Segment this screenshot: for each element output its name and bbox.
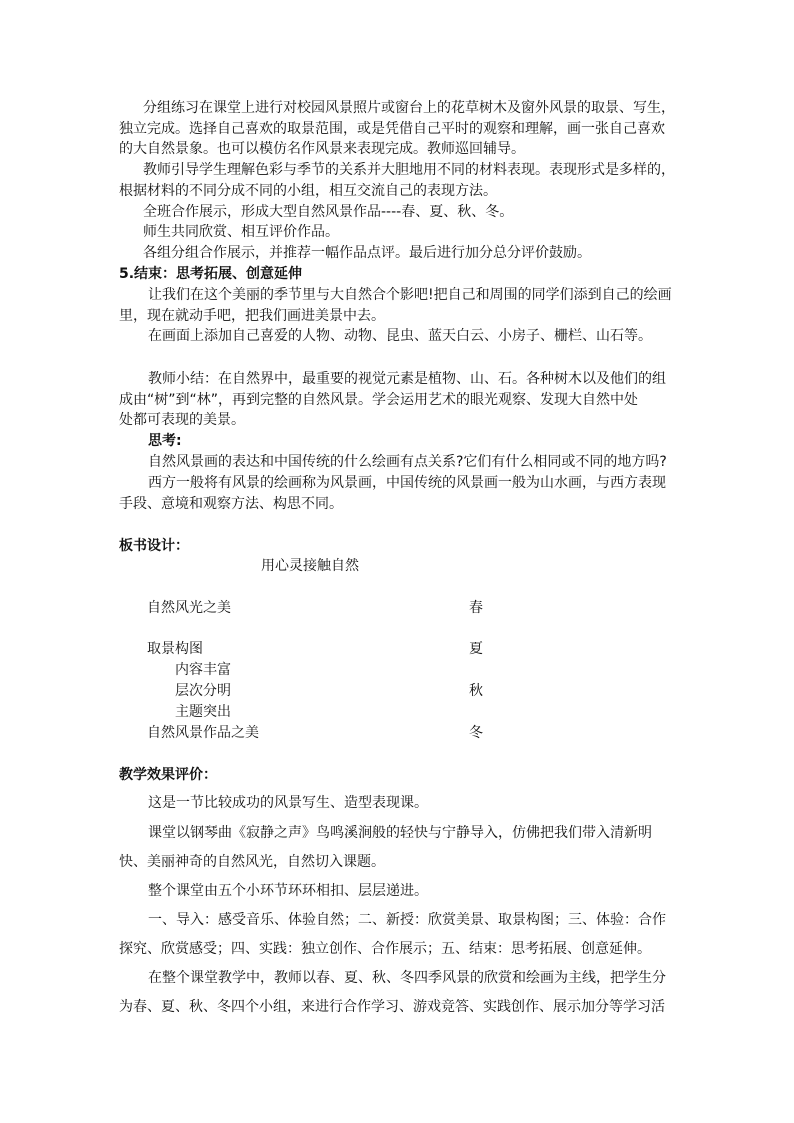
eval-line-7: 在整个课堂教学中，教师以春、夏、秋、冬四季风景的欣赏和绘画为主线，把学生分 (148, 970, 666, 986)
eval-line-1: 这是一节比较成功的风景写生、造型表现课。 (148, 795, 428, 811)
eval-line-2: 课堂以钢琴曲《寂静之声》鸟鸣溪涧般的轻快与宁静导入，仿佛把我们带入清新明 (148, 825, 652, 841)
board-right-summer: 夏 (469, 641, 483, 657)
para1-line-2: 独立完成。选择自己喜欢的取景范围，或是凭借自己平时的观察和理解，画一张自己喜欢 (119, 121, 665, 137)
heading-board-design: 板书设计： (119, 538, 189, 554)
para1-line-3: 的大自然景象。也可以模仿名作风景来表现完成。教师巡回辅导。 (119, 141, 525, 157)
line-group-show: 各组分组合作展示，并推荐一幅作品点评。最后进行加分总分评价鼓励。 (143, 245, 591, 261)
board-title: 用心灵接触自然 (261, 558, 359, 574)
heading-think: 思考: (148, 433, 182, 449)
eval-line-6: 探究、欣赏感受；四、实践：独立创作、合作展示；五、结束：思考拓展、创意延伸。 (119, 941, 651, 957)
board-left-6: 自然风景作品之美 (147, 725, 259, 741)
heading-teaching-evaluation: 教学效果评价： (119, 767, 217, 783)
line-question: 自然风景画的表达和中国传统的什么绘画有点关系?它们有什么相同或不同的地方吗? (148, 454, 667, 470)
line-appreciate: 师生共同欣赏、相互评价作品。 (143, 224, 339, 240)
board-left-2: 取景构图 (147, 641, 203, 657)
board-right-autumn: 秋 (469, 683, 483, 699)
heading-conclusion: 5.结束：思考拓展、创意延伸 (119, 266, 303, 282)
para3-line-2: 里，现在就动手吧，把我们画进美景中去。 (119, 308, 385, 324)
line-add-elements: 在画面上添加自己喜爱的人物、动物、昆虫、蓝天白云、小房子、栅栏、山石等。 (148, 328, 652, 344)
para2-line-2: 根据材料的不同分成不同的小组，相互交流自己的表现方法。 (119, 183, 497, 199)
para5-line-2: 手段、意境和观察方法、构思不同。 (119, 496, 343, 512)
board-left-1: 自然风光之美 (147, 600, 231, 616)
para5-line-1: 西方一般将有风景的绘画称为风景画，中国传统的风景画一般为山水画，与西方表现 (148, 475, 666, 491)
eval-line-8: 为春、夏、秋、冬四个小组，来进行合作学习、游戏竞答、实践创作、展示加分等学习活 (119, 999, 665, 1015)
para2-line-1: 教师引导学生理解色彩与季节的关系并大胆地用不同的材料表现。表现形式是多样的， (143, 162, 675, 178)
eval-line-3: 快、美丽神奇的自然风光，自然切入课题。 (119, 854, 385, 870)
eval-line-4: 整个课堂由五个小环节环环相扣、层层递进。 (148, 883, 428, 899)
para4-line-2: 成由“树”到“林”，再到完整的自然风景。学会运用艺术的眼光观察、发现大自然中处 (119, 392, 639, 408)
eval-line-5: 一、导入：感受音乐、体验自然；二、新授：欣赏美景、取景构图；三、体验：合作 (148, 912, 666, 928)
para3-line-1: 让我们在这个美丽的季节里与大自然合个影吧!把自己和周围的同学们添到自己的绘画 (148, 287, 672, 303)
board-left-5: 主题突出 (175, 704, 231, 720)
line-class-show: 全班合作展示，形成大型自然风景作品----春、夏、秋、冬。 (143, 204, 514, 220)
board-left-4: 层次分明 (175, 683, 231, 699)
para1-line-1: 分组练习在课堂上进行对校园风景照片或窗台上的花草树木及窗外风景的取景、写生， (143, 100, 675, 116)
board-right-winter: 冬 (469, 725, 483, 741)
para4-line-3: 处都可表现的美景。 (119, 412, 245, 428)
board-left-3: 内容丰富 (175, 662, 231, 678)
board-right-spring: 春 (469, 600, 483, 616)
para4-line-1: 教师小结：在自然界中，最重要的视觉元素是植物、山、石。各种树木以及他们的组 (148, 371, 666, 387)
